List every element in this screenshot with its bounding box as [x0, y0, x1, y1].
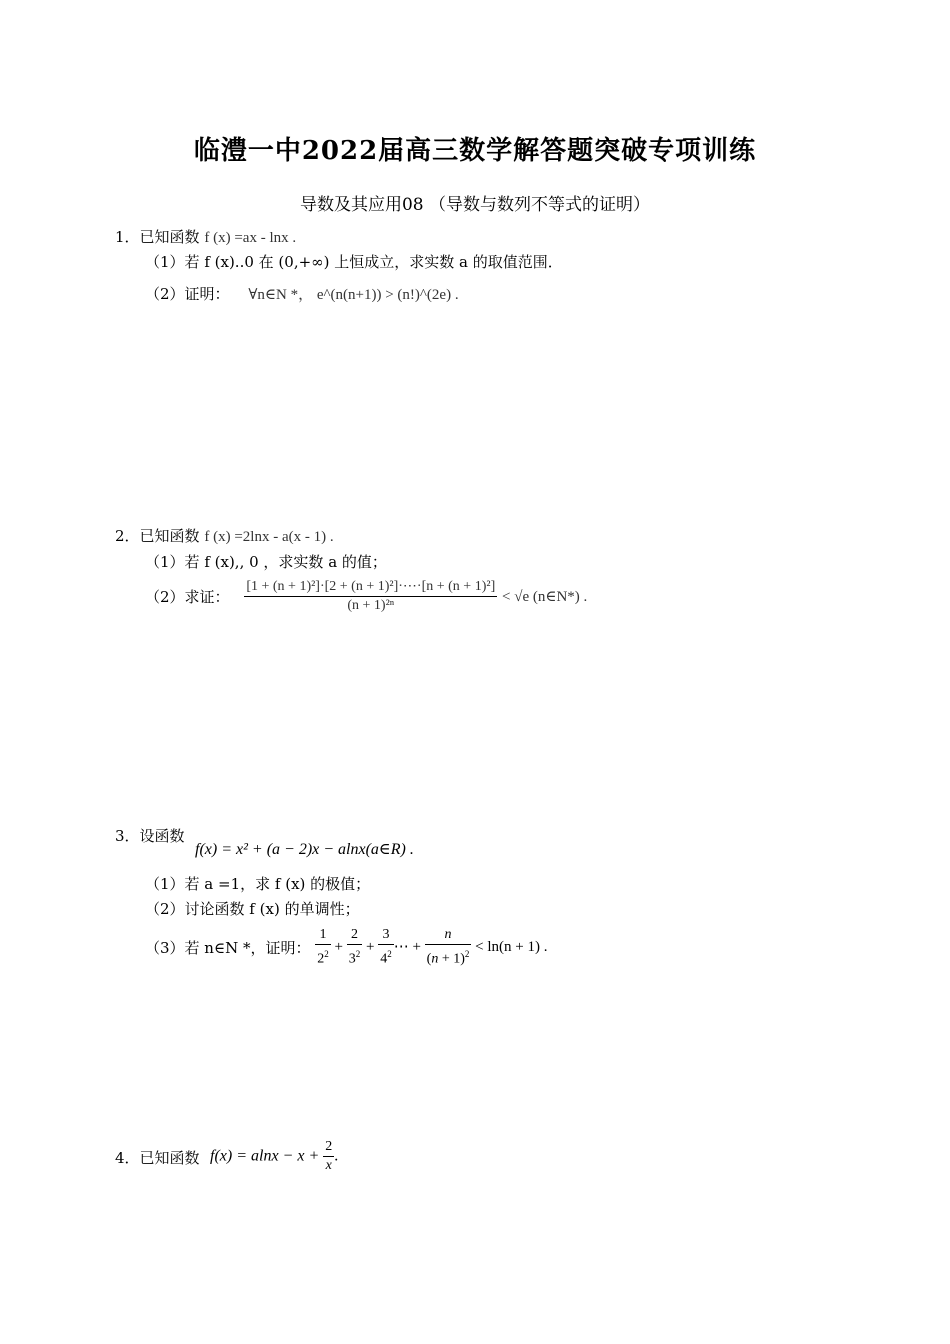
- product-fraction: [244, 578, 497, 615]
- part-tail: < √e (n∈N*) .: [502, 589, 588, 605]
- problem-2-part-1: [145, 552, 387, 572]
- problem-4-formula: f(x) = alnx − x + $\frac{2}{x}$ .: [210, 1139, 339, 1173]
- problem-stem: 设函数: [139, 827, 185, 845]
- fraction-denominator: (n + 1)²ⁿ: [347, 598, 395, 613]
- fraction: $\frac{2}{x}$: [325, 1139, 333, 1173]
- part-label: （1）若: [145, 253, 200, 271]
- problem-formula: f (x) =2lnx - a(x - 1) .: [204, 529, 334, 545]
- problem-2-part-2: [145, 578, 587, 615]
- series-sum: $\frac{1}{2^2}$ + $\frac{2}{3^2}$ + $\frac{3}{4^2}$ ⋯ + $\frac{n}{(n + 1)^2}$: [317, 927, 470, 967]
- problem-number: 1．: [115, 228, 140, 246]
- part-text: ∀n∈N *， e^(n(n+1)) > (n!)^(2e) .: [248, 287, 459, 303]
- problem-2-stem: [115, 526, 334, 547]
- problem-number: 3．: [115, 827, 140, 845]
- part-text: f (x),, 0 ，求实数 a 的值；: [204, 553, 387, 571]
- page-title: 临澧一中2022届高三数学解答题突破专项训练: [193, 136, 757, 166]
- problem-number: 4．: [115, 1149, 140, 1167]
- part-label: （3）若 n∈N *，证明：: [145, 938, 311, 957]
- problem-3-part-1: （1）若 a =1，求 f (x) 的极值；: [145, 875, 371, 893]
- problem-number: 2．: [115, 527, 140, 545]
- problem-stem: 已知函数: [139, 1149, 200, 1167]
- problem-3-stem: [115, 826, 185, 846]
- problem-3-part-2: （2）讨论函数 f (x) 的单调性；: [145, 900, 360, 918]
- part-tail: < ln(n + 1) .: [475, 938, 548, 955]
- part-label: （2）证明：: [145, 285, 230, 303]
- part-text: f (x)..0 在 (0,+∞) 上恒成立，求实数 a 的取值范围．: [204, 253, 563, 271]
- part-label: （1）若: [145, 553, 200, 571]
- problem-formula: f (x) =ax - lnx .: [204, 230, 297, 246]
- problem-1-part-2: [145, 284, 459, 305]
- problem-1-part-1: [145, 252, 563, 272]
- problem-stem: 已知函数: [139, 527, 200, 545]
- page-subtitle: 导数及其应用08 （导数与数列不等式的证明）: [299, 195, 651, 215]
- part-label: （2）求证：: [145, 588, 230, 606]
- problem-3-formula: f(x) = x² + (a − 2)x − alnx(a∈R) .: [195, 841, 414, 858]
- problem-4-stem: [115, 1148, 200, 1168]
- problem-stem: 已知函数: [139, 228, 200, 246]
- problem-3-part-3: [145, 926, 547, 969]
- problem-1-stem: [115, 227, 296, 248]
- fraction-numerator: [1 + (n + 1)²]·[2 + (n + 1)²]·⋯·[n + (n + 1)²]: [246, 579, 496, 594]
